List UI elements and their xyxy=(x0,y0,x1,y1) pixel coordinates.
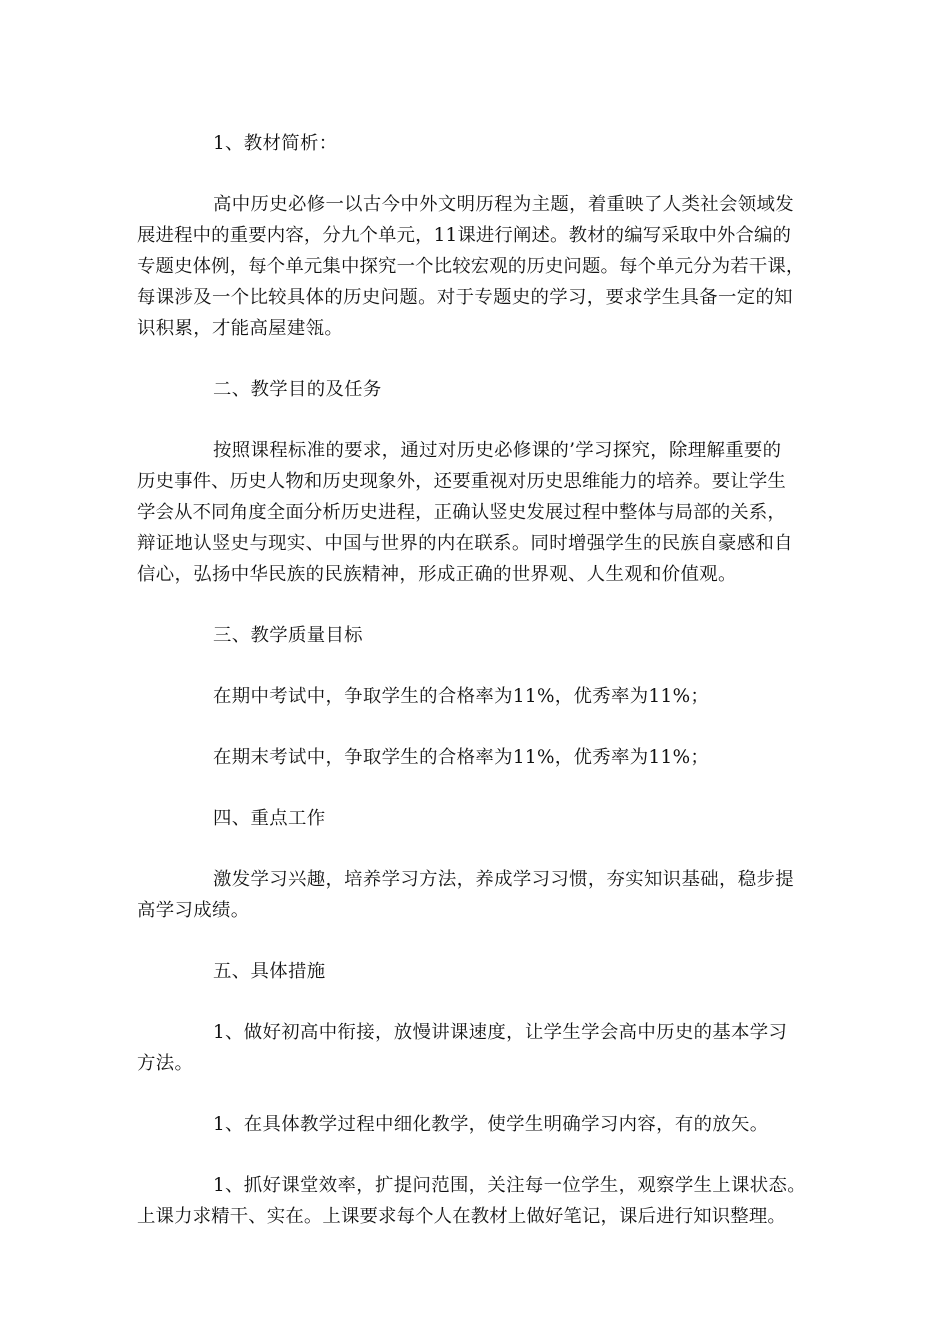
midterm-target-paragraph xyxy=(137,681,817,712)
textbook-analysis-paragraph xyxy=(137,189,817,344)
document-body xyxy=(137,128,817,1262)
text-line: 方法。 xyxy=(137,1053,194,1074)
text-line: 信心，弘扬中华民族的民族精神，形成正确的世界观、人生观和价值观。 xyxy=(137,564,737,585)
text-line: 高学习成绩。 xyxy=(137,900,250,921)
text-line: 历史事件、历史人物和历史现象外，还要重视对历史思维能力的培养。要让学生 xyxy=(137,471,786,492)
text-line: 每课涉及一个比较具体的历史问题。对于专题史的学习，要求学生具备一定的知 xyxy=(137,287,793,308)
text-line: 1、抓好课堂效率，扩提问范围，关注每一位学生，观察学生上课状态。 xyxy=(213,1175,807,1196)
teaching-goals-paragraph xyxy=(137,435,817,590)
text-line: 二、教学目的及任务 xyxy=(213,379,382,400)
text-line: 四、重点工作 xyxy=(213,808,326,829)
text-line: 上课力求精干、实在。上课要求每个人在教材上做好笔记，课后进行知识整理。 xyxy=(137,1206,786,1227)
final-target-paragraph xyxy=(137,742,817,773)
text-line: 五、具体措施 xyxy=(213,961,326,982)
measure-transition-paragraph xyxy=(137,1017,817,1079)
measure-refinement-paragraph xyxy=(137,1109,817,1140)
text-line: 展进程中的重要内容，分九个单元，11课进行阐述。教材的编写采取中外合编的 xyxy=(137,225,792,246)
section-heading-measures xyxy=(137,956,817,987)
text-line: 高中历史必修一以古今中外文明历程为主题，着重映了人类社会领域发 xyxy=(213,194,794,215)
key-work-paragraph xyxy=(137,864,817,926)
text-line: 1、教材简析： xyxy=(213,133,338,154)
text-line: 专题史体例，每个单元集中探究一个比较宏观的历史问题。每个单元分为若干课， xyxy=(137,256,805,277)
text-line: 1、做好初高中衔接，放慢讲课速度，让学生学会高中历史的基本学习 xyxy=(213,1022,788,1043)
text-line: 1、在具体教学过程中细化教学，使学生明确学习内容，有的放矢。 xyxy=(213,1114,769,1135)
measure-efficiency-paragraph xyxy=(137,1170,817,1232)
section-heading-key-work xyxy=(137,803,817,834)
text-line: 识积累，才能高屋建瓴。 xyxy=(137,318,344,339)
section-heading-quality-targets xyxy=(137,620,817,651)
section-heading-teaching-goals xyxy=(137,374,817,405)
text-line: 在期中考试中，争取学生的合格率为11%，优秀率为11%； xyxy=(213,686,710,707)
text-line: 在期末考试中，争取学生的合格率为11%，优秀率为11%； xyxy=(213,747,710,768)
text-line: 按照课程标准的要求，通过对历史必修课的’学习探究，除理解重要的 xyxy=(213,440,782,461)
section-heading-textbook-analysis xyxy=(137,128,817,159)
text-line: 三、教学质量目标 xyxy=(213,625,363,646)
text-line: 学会从不同角度全面分析历史进程，正确认竖史发展过程中整体与局部的关系， xyxy=(137,502,786,523)
text-line: 激发学习兴趣，培养学习方法，养成学习习惯，夯实知识基础，稳步提 xyxy=(213,869,794,890)
text-line: 辩证地认竖史与现实、中国与世界的内在联系。同时增强学生的民族自豪感和自 xyxy=(137,533,793,554)
